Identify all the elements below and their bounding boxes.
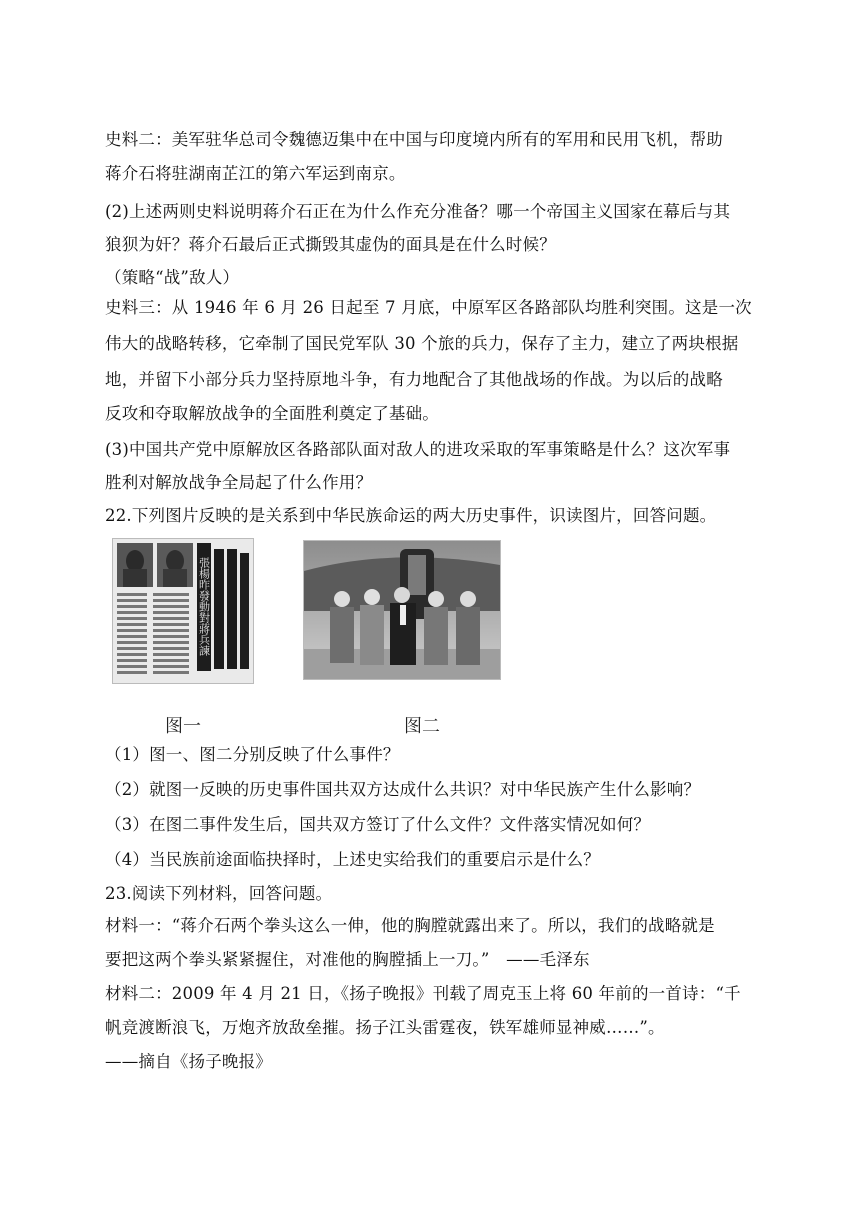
newspaper-headline: 張楊昨發動對蔣兵諫 (197, 557, 211, 656)
text-line: 伟大的战略转移，它牵制了国民党军队 30 个旅的兵力，保存了主力，建立了两块根据 (105, 334, 739, 353)
sub-question-3: （3）在图二事件发生后，国共双方签订了什么文件？文件落实情况如何？ (105, 815, 651, 834)
sub-question-1: （1）图一、图二分别反映了什么事件？ (105, 745, 400, 764)
material-2: 材料二：2009 年 4 月 21 日，《扬子晚报》刊载了周克玉上将 60 年前的一首诗：“千 (105, 984, 741, 1003)
material-1: 材料一：“蒋介石两个拳头这么一伸，他的胸膛就露出来了。所以，我们的战略就是 (105, 916, 715, 935)
text-line: 胜利对解放战争全局起了什么作用？ (105, 473, 373, 492)
text-line: 史料三：从 1946 年 6 月 26 日起至 7 月底，中原军区各路部队均胜利突围。这是一次 (105, 298, 752, 317)
group-photo (303, 540, 501, 680)
text-line: 反攻和夺取解放战争的全面胜利奠定了基础。 (105, 404, 439, 423)
text-line: 帆竞渡断浪飞，万炮齐放敌垒摧。扬子江头雷霆夜，铁军雄师显神威……”。 (105, 1018, 665, 1037)
question-2: (2)上述两则史料说明蒋介石正在为什么作充分准备？哪一个帝国主义国家在幕后与其 (105, 202, 731, 221)
question-22: 22.下列图片反映的是关系到中华民族命运的两大历史事件，识读图片，回答问题。 (105, 506, 717, 525)
section-heading: （策略“战”敌人） (105, 268, 240, 287)
text-line: 蒋介石将驻湖南芷江的第六军运到南京。 (105, 164, 406, 183)
source-citation: ——摘自《扬子晚报》 (105, 1052, 272, 1071)
text-line: 史料二：美军驻华总司令魏德迈集中在中国与印度境内所有的军用和民用飞机，帮助 (105, 130, 723, 149)
question-3: (3)中国共产党中原解放区各路部队面对敌人的进攻采取的军事策略是什么？这次军事 (105, 440, 731, 459)
text-line: 要把这两个拳头紧紧握住，对准他的胸膛插上一刀。” ——毛泽东 (105, 950, 590, 969)
figure-1-caption: 图一 (165, 716, 201, 737)
text-line: 地，并留下小部分兵力坚持原地斗争，有力地配合了其他战场的作战。为以后的战略 (105, 370, 723, 389)
sub-question-2: （2）就图一反映的历史事件国共双方达成什么共识？对中华民族产生什么影响？ (105, 780, 701, 799)
sub-question-4: （4）当民族前途面临抉择时，上述史实给我们的重要启示是什么？ (105, 850, 600, 869)
newspaper-photo (112, 538, 254, 684)
figure-2-caption: 图二 (404, 716, 440, 737)
question-23: 23.阅读下列材料，回答问题。 (105, 884, 333, 903)
text-line: 狼狈为奸？蒋介石最后正式撕毁其虚伪的面具是在什么时候？ (105, 235, 556, 254)
